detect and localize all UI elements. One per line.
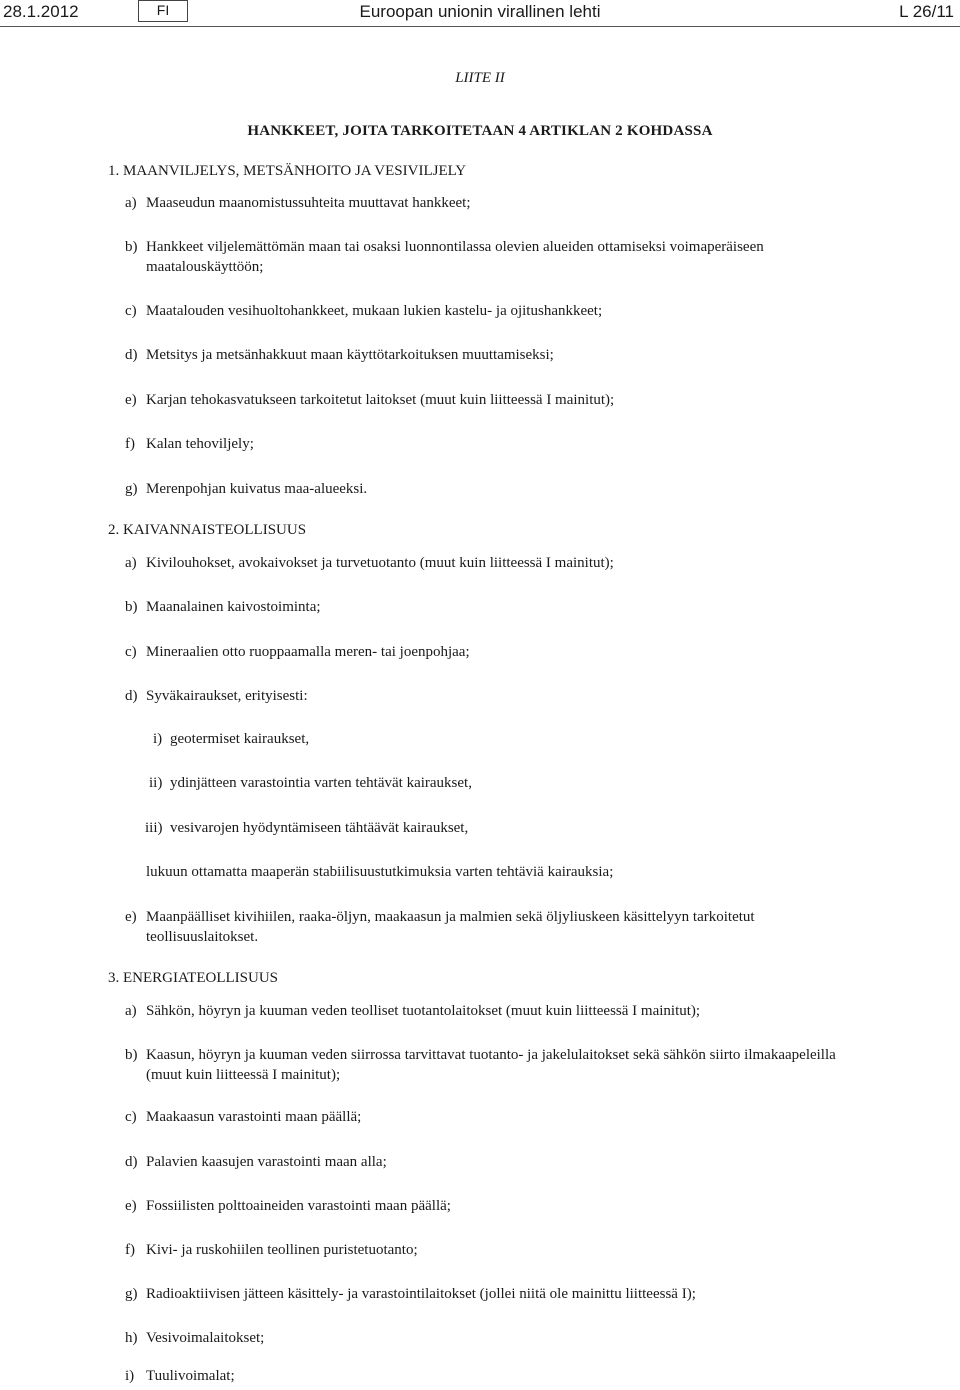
list-item	[125, 597, 865, 617]
item-text: Karjan tehokasvatukseen tarkoitetut laitokset (muut kuin liitteessä I mainitut);	[146, 392, 615, 408]
exception-clause: lukuun ottamatta maaperän stabiilisuustutkimuksia varten tehtäviä kairauksia;	[146, 864, 614, 880]
item-label: b)	[125, 239, 138, 255]
journal-title: Euroopan unionin virallinen lehti	[359, 2, 601, 21]
item-text: Tuulivoimalat;	[146, 1368, 235, 1384]
section-heading-2: 2. KAIVANNAISTEOLLISUUS	[108, 522, 307, 538]
list-item	[125, 1366, 865, 1386]
item-text: Hankkeet viljelemättömän maan tai osaksi luonnontilassa olevien alueiden ottamiseksi voimaperäiseen maatalouskäyttöön;	[146, 239, 764, 275]
item-label: c)	[125, 303, 137, 319]
item-label: g)	[125, 481, 138, 497]
list-item	[125, 553, 865, 573]
document-title: HANKKEET, JOITA TARKOITETAAN 4 ARTIKLAN 2 KOHDASSA	[247, 123, 713, 139]
sub-item-text: vesivarojen hyödyntämiseen tähtäävät kairaukset,	[170, 820, 469, 836]
item-label: a)	[125, 195, 137, 211]
item-text: Merenpohjan kuivatus maa-alueeksi.	[146, 481, 368, 497]
sub-list-item	[153, 731, 309, 748]
item-text: Maatalouden vesihuoltohankkeet, mukaan lukien kastelu- ja ojitushankkeet;	[146, 303, 603, 319]
item-text: Palavien kaasujen varastointi maan alla;	[146, 1154, 387, 1170]
item-label: f)	[125, 436, 135, 452]
item-label: d)	[125, 1154, 138, 1170]
list-item	[125, 686, 865, 706]
page-header	[0, 0, 960, 27]
list-item	[125, 345, 865, 365]
sub-item-text: geotermiset kairaukset,	[170, 731, 310, 747]
item-label: c)	[125, 1109, 137, 1125]
list-item	[125, 1284, 865, 1304]
item-label: e)	[125, 392, 137, 408]
item-text: Maaseudun maanomistussuhteita muuttavat hankkeet;	[146, 195, 471, 211]
item-text: Kaasun, höyryn ja kuuman veden siirrossa tarvittavat tuotanto- ja jakelulaitokset sekä sähkön siirto ilmakaapeleilla (muut kuin liitteessä I mainitut);	[146, 1047, 836, 1083]
item-label: d)	[125, 688, 138, 704]
list-item	[125, 1107, 865, 1127]
item-text: Vesivoimalaitokset;	[146, 1330, 265, 1346]
item-text: Sähkön, höyryn ja kuuman veden teolliset tuotantolaitokset (muut kuin liitteessä I mainitut);	[146, 1003, 701, 1019]
item-label: a)	[125, 1003, 137, 1019]
sub-item-label: i)	[153, 731, 163, 747]
list-item	[125, 1328, 865, 1348]
item-label: b)	[125, 599, 138, 615]
item-text: Mineraalien otto ruoppaamalla meren- tai joenpohjaa;	[146, 644, 470, 660]
sub-item-label: ii)	[149, 775, 163, 791]
item-label: a)	[125, 555, 137, 571]
item-text: Fossiilisten polttoaineiden varastointi maan päällä;	[146, 1198, 451, 1214]
language-badge: FI	[138, 0, 188, 22]
item-label: e)	[125, 909, 137, 925]
section-heading-1: 1. MAANVILJELYS, METSÄNHOITO JA VESIVILJELY	[108, 163, 467, 179]
item-text: Kivilouhokset, avokaivokset ja turvetuotanto (muut kuin liitteessä I mainitut);	[146, 555, 614, 571]
annex-label: LIITE II	[455, 70, 505, 86]
list-item	[125, 1152, 865, 1172]
sub-item-label: iii)	[145, 820, 163, 836]
item-label: g)	[125, 1286, 138, 1302]
item-text: Radioaktiivisen jätteen käsittely- ja varastointilaitokset (jollei niitä ole mainittu liitteessä I);	[146, 1286, 696, 1302]
item-text: Kivi- ja ruskohiilen teollinen puristetuotanto;	[146, 1242, 418, 1258]
list-item	[125, 434, 865, 454]
item-label: i)	[125, 1368, 135, 1384]
publication-date: 28.1.2012	[3, 2, 79, 21]
item-label: c)	[125, 644, 137, 660]
list-item	[125, 390, 865, 410]
item-label: d)	[125, 347, 138, 363]
list-item	[125, 479, 865, 499]
sub-list-item	[149, 775, 472, 792]
list-item	[125, 642, 865, 662]
item-label: b)	[125, 1047, 138, 1063]
item-label: f)	[125, 1242, 135, 1258]
list-item	[125, 1045, 865, 1085]
list-item	[125, 301, 865, 321]
item-text: Maanalainen kaivostoiminta;	[146, 599, 321, 615]
list-item	[125, 193, 865, 213]
list-item	[125, 1240, 865, 1260]
list-item	[125, 237, 865, 277]
item-label: h)	[125, 1330, 138, 1346]
section-heading-3: 3. ENERGIATEOLLISUUS	[108, 970, 278, 986]
item-text: Kalan tehoviljely;	[146, 436, 254, 452]
item-text: Metsitys ja metsänhakkuut maan käyttötarkoituksen muuttamiseksi;	[146, 347, 554, 363]
sub-item-text: ydinjätteen varastointia varten tehtävät kairaukset,	[170, 775, 472, 791]
item-label: e)	[125, 1198, 137, 1214]
page-number: L 26/11	[899, 2, 954, 21]
item-text: Maakaasun varastointi maan päällä;	[146, 1109, 362, 1125]
item-text: Maanpäälliset kivihiilen, raaka-öljyn, maakaasun ja malmien sekä öljyliuskeen käsittelyyn tarkoitetut teollisuuslaitokset.	[146, 909, 755, 945]
list-item	[125, 1196, 865, 1216]
list-item	[125, 907, 865, 947]
sub-list-item	[145, 820, 468, 837]
item-text: Syväkairaukset, erityisesti:	[146, 688, 308, 704]
list-item	[125, 1001, 865, 1021]
